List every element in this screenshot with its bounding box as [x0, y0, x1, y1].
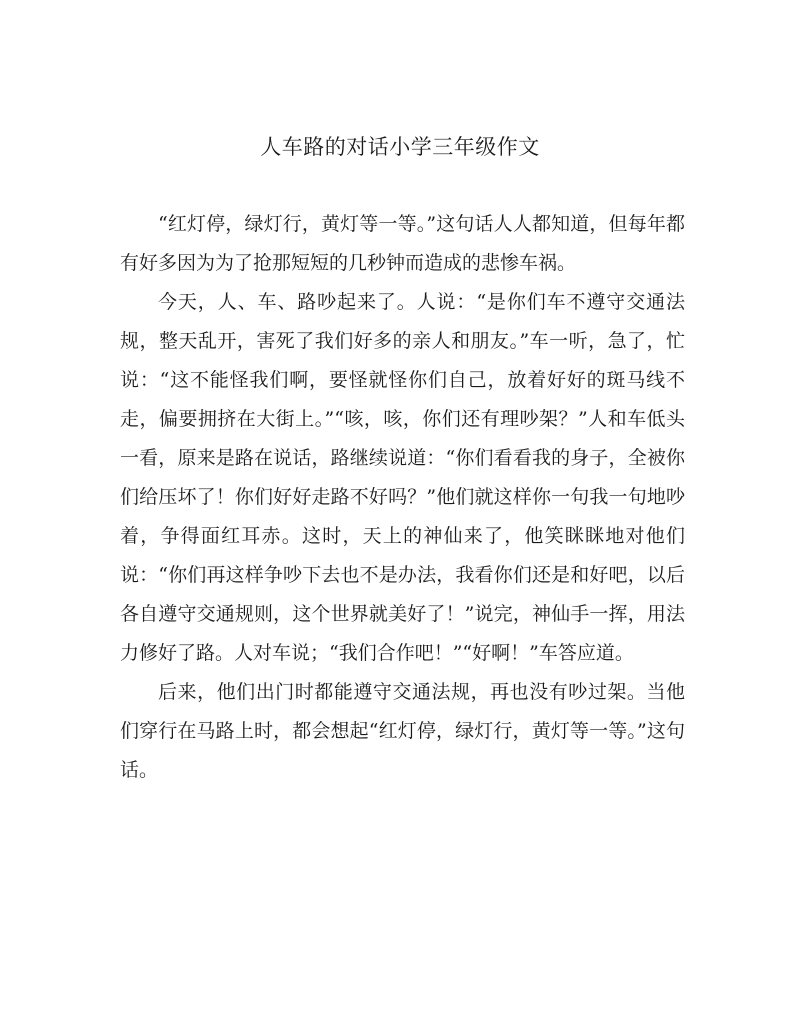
document-body — [120, 205, 685, 790]
paragraph-2: 今天，人、车、路吵起来了。人说：“是你们车不遵守交通法规，整天乱开，害死了我们好多的亲人和朋友。”车一听，急了，忙说：“这不能怪我们啊，要怪就怪你们自己，放着好好的斑马线不走，偏要拥挤在大街上。”“咳，咳，你们还有理吵架？”人和车低头一看，原来是路在说话，路继续说道：“你们看看我的身子，全被你们给压坏了！你们好好走路不好吗？”他们就这样你一句我一句地吵着，争得面红耳赤。这时，天上的神仙来了，他笑眯眯地对他们说：“你们再这样争吵下去也不是办法，我看你们还是和好吧，以后各自遵守交通规则，这个世界就美好了！”说完，神仙手一挥，用法力修好了路。人对车说；“我们合作吧！”“好啊！”车答应道。 — [120, 291, 685, 664]
paragraph-1: “红灯停，绿灯行，黄灯等一等。”这句话人人都知道，但每年都有好多因为为了抢那短短的几秒钟而造成的悲惨车祸。 — [120, 213, 685, 274]
paragraph-3: 后来，他们出门时都能遵守交通法规，再也没有吵过架。当他们穿行在马路上时，都会想起“红灯停，绿灯行，黄灯等一等。”这句话。 — [120, 681, 685, 781]
document-title: 人车路的对话小学三年级作文 — [260, 135, 540, 159]
